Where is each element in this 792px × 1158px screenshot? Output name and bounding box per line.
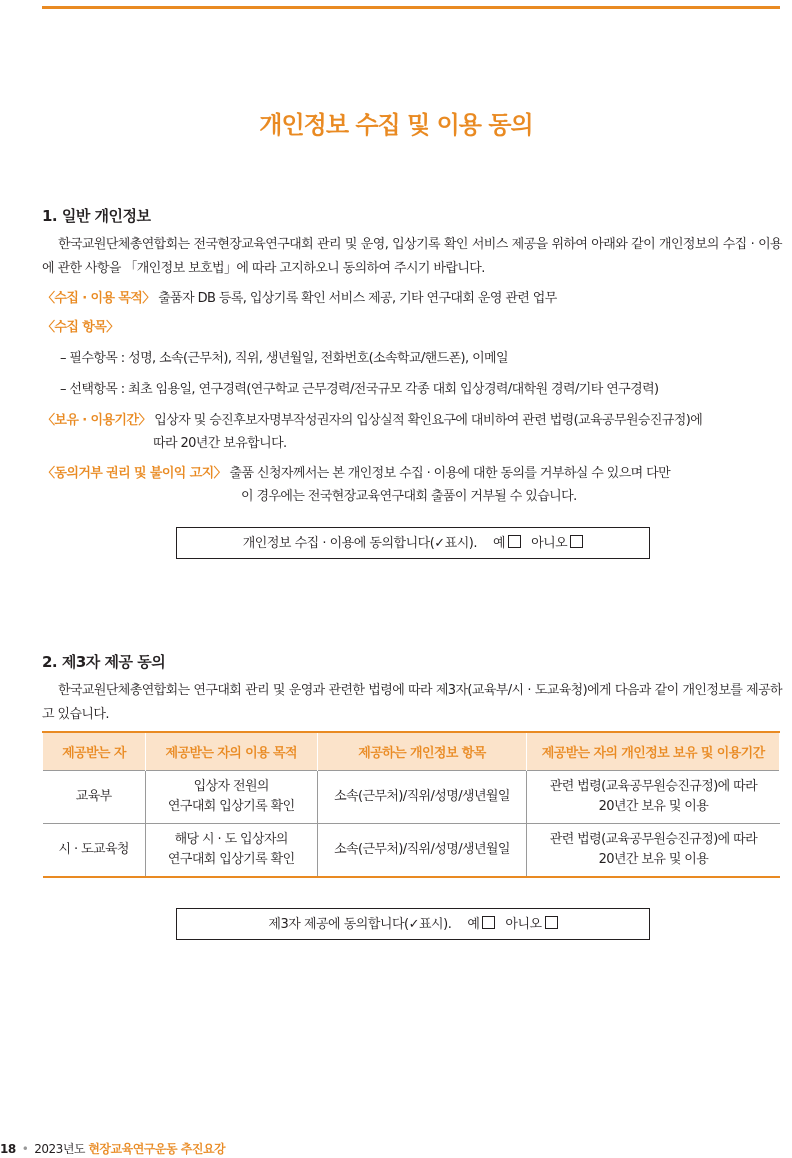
cell-period-line2: 20년간 보유 및 이용 (598, 799, 709, 814)
col-header-period: 제공받는 자의 개인정보 보유 및 이용기간 (527, 732, 780, 771)
optional-items: – 선택항목 : 최초 임용일, 연구경력(연구학교 근무경력/전국규모 각종 대회 입상경력/대학원 경력/기타 연구경력) (60, 382, 659, 397)
cell-purpose-line2: 연구대회 입상기록 확인 (167, 852, 295, 867)
consent-box-third-party (176, 908, 650, 940)
cell-recipient: 시 · 도교육청 (43, 824, 146, 878)
consent-no-checkbox[interactable] (545, 916, 558, 929)
consent-box-personal-info (176, 527, 650, 559)
retention-text-1: 입상자 및 승진후보자명부작성권자의 입상실적 확인요구에 대비하여 관련 법령(교육공무원승진규정)에 (154, 413, 703, 428)
cell-purpose-line2: 연구대회 입상기록 확인 (167, 799, 295, 814)
cell-period-line1: 관련 법령(교육공무원승진규정)에 따라 (549, 832, 758, 847)
cell-purpose-line1: 해당 시 · 도 입상자의 (174, 832, 288, 847)
cell-purpose (145, 771, 317, 824)
page-footer (0, 1140, 225, 1157)
cell-period-line1: 관련 법령(교육공무원승진규정)에 따라 (549, 779, 758, 794)
cell-period (527, 771, 780, 824)
table-header-row (43, 732, 780, 771)
purpose-label: 〈수집 · 이용 목적〉 (42, 291, 155, 306)
retention-label: 〈보유 · 이용기간〉 (42, 413, 151, 428)
page-title: 개인정보 수집 및 이용 동의 (259, 111, 533, 139)
section2-intro-text: 한국교원단체총연합회는 연구대회 관리 및 운영과 관련한 법령에 따라 제3자(교육부/시 · 도교육청)에게 다음과 같이 개인정보를 제공하고 있습니다. (42, 683, 782, 722)
section2-heading: 2. 제3자 제공 동의 (42, 653, 166, 671)
top-rule (42, 6, 780, 9)
purpose-text: 출품자 DB 등록, 입상기록 확인 서비스 제공, 기타 연구대회 운영 관련 업무 (158, 291, 557, 306)
third-party-table (42, 731, 780, 878)
required-items: – 필수항목 : 성명, 소속(근무처), 직위, 생년월일, 전화번호(소속학교/핸드폰), 이메일 (60, 351, 508, 366)
consent-text: 제3자 제공에 동의합니다(✓표시). (268, 917, 452, 932)
refusal-text-2: 이 경우에는 전국현장교육연구대회 출품이 거부될 수 있습니다. (241, 489, 577, 504)
section1-intro (42, 233, 782, 281)
table-row (43, 824, 780, 878)
cell-period-line2: 20년간 보유 및 이용 (598, 852, 709, 867)
consent-text: 개인정보 수집 · 이용에 동의합니다(✓표시). (242, 536, 477, 551)
col-header-purpose: 제공받는 자의 이용 목적 (145, 732, 317, 771)
consent-yes-label: 예 (467, 917, 480, 932)
cell-period (527, 824, 780, 878)
footer-separator-dot: • (21, 1142, 29, 1156)
cell-items: 소속(근무처)/직위/성명/생년월일 (317, 771, 527, 824)
refusal-text-1: 출품 신청자께서는 본 개인정보 수집 · 이용에 대한 동의를 거부하실 수 있으며 다만 (229, 466, 671, 481)
retention-text-2: 따라 20년간 보유합니다. (153, 436, 287, 451)
consent-yes-checkbox[interactable] (482, 916, 495, 929)
consent-no-checkbox[interactable] (570, 535, 583, 548)
table-row (43, 771, 780, 824)
cell-purpose-line1: 입상자 전원의 (193, 779, 269, 794)
cell-items: 소속(근무처)/직위/성명/생년월일 (317, 824, 527, 878)
cell-recipient: 교육부 (43, 771, 146, 824)
consent-no-label: 아니오 (531, 536, 568, 551)
items-line (42, 316, 782, 340)
col-header-items: 제공하는 개인정보 항목 (317, 732, 527, 771)
consent-yes-checkbox[interactable] (508, 535, 521, 548)
retention-line (42, 409, 782, 433)
refusal-line (42, 462, 782, 486)
consent-yes-label: 예 (493, 536, 506, 551)
col-header-recipient: 제공받는 자 (43, 732, 146, 771)
items-label: 〈수집 항목〉 (42, 320, 119, 335)
footer-year: 2023년도 (34, 1142, 86, 1156)
consent-no-label: 아니오 (505, 917, 542, 932)
section1-heading: 1. 일반 개인정보 (42, 207, 151, 225)
section1-intro-text: 한국교원단체총연합회는 전국현장교육연구대회 관리 및 운영, 입상기록 확인 서비스 제공을 위하여 아래와 같이 개인정보의 수집 · 이용에 관한 사항을 「개인정보 보호법」에 따라 고지하오니 동의하여 주시기 바랍니다. (42, 237, 782, 276)
footer-doc-title: 현장교육연구운동 추진요강 (88, 1142, 226, 1156)
page-number: 18 (0, 1142, 16, 1156)
section2-intro (42, 679, 782, 727)
refusal-label: 〈동의거부 권리 및 불이익 고지〉 (42, 466, 226, 481)
purpose-line (42, 287, 782, 311)
cell-purpose (145, 824, 317, 878)
